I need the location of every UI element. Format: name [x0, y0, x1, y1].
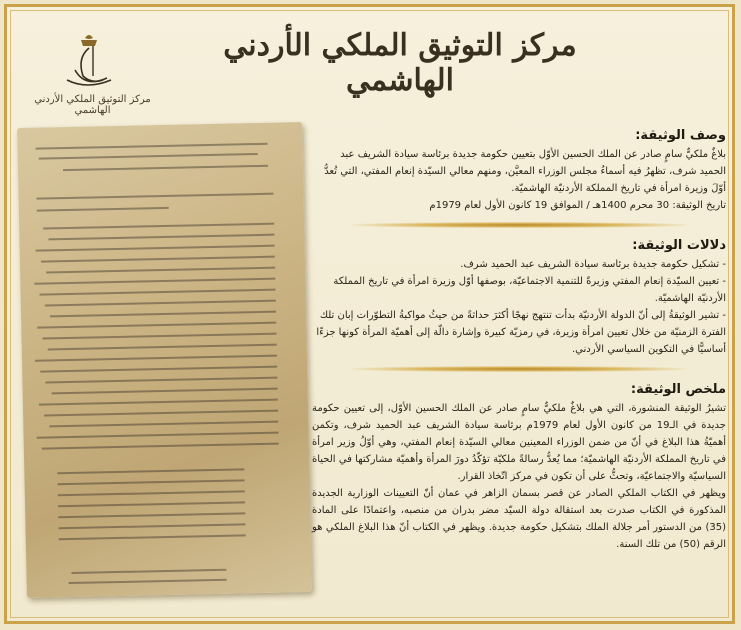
page-title: مركز التوثيق الملكي الأردني الهاشمي — [223, 28, 577, 98]
gold-divider — [352, 222, 686, 228]
document-text-line — [58, 523, 245, 529]
document-text-line — [46, 377, 278, 384]
description-heading: وصف الوثيقة: — [635, 128, 726, 143]
document-text-line — [49, 234, 275, 241]
document-text-line — [38, 399, 277, 406]
document-text-line — [39, 153, 258, 160]
document-text-line — [47, 267, 276, 274]
description-text: بلاغٌ ملكيٌّ سامٍ صادر عن الملك الحسين الأوّل بتعيين حكومة جديدة برئاسة سيادة الشريف عبد الحميد شرف، تظهرُ فيه أسماءُ مجلس الوزراء المعيَّن، ومنهم معالي السيّدة إنعام المفتي، التي تُعدُّ أوّلَ وزيرة امرأة في تاريخ المملكة الأردنيّة الهاشميّة. — [324, 149, 726, 194]
document-text-line — [37, 322, 276, 329]
document-text-line — [39, 289, 275, 296]
description-section — [312, 128, 726, 214]
document-info — [312, 128, 726, 553]
document-text-line — [50, 311, 276, 318]
gold-divider — [352, 366, 686, 372]
significance-heading: دلالات الوثيقة: — [632, 238, 726, 253]
document-text-line — [57, 468, 244, 474]
document-text-line — [40, 366, 277, 373]
significance-item: - تشير الوثيقةُ إلى أنّ الدولة الأردنيّة بدأت تنتهج نهجًا أكثرَ حداثةً من حيثُ مواكبةُ التطوّرات إبان تلك الفترة الزمنيّة من خلال تعيين امرأة وزيرة، في رمزيّة كبيرة وإشارة دالّة إلى أهميّة المرأة كونها جزءًا أساسيًّا في التكوين السياسي الأردني. — [316, 310, 726, 355]
document-text-line — [58, 512, 245, 518]
document-text-line — [59, 534, 246, 540]
significance-item: - تعيين السيّدة إنعام المفتي وزيرةً للتنمية الاجتماعيّة، بوصفها أوّل وزيرة امرأة في تاريخ المملكة الأردنيّة الهاشميّة. — [333, 276, 726, 304]
logo-subtitle: مركز التوثيق الملكي الأردني الهاشمي — [34, 94, 151, 116]
document-text-line — [35, 355, 277, 362]
document-text-line — [43, 223, 274, 230]
document-text-line — [41, 256, 275, 263]
historical-document-image — [17, 122, 312, 598]
summary-section — [312, 382, 726, 553]
document-text-line — [36, 245, 275, 252]
document-text-line — [36, 432, 278, 439]
summary-paragraph: ويظهر في الكتاب الملكي الصادر عن قصر بسمان الزاهر في عمان أنّ التعيينات الوزارية الجديدة المذكورة في الكتاب صدرت بعد استقالة دولة السيّد مضر بدران من منصبه، واعتمادًا على المادة (35) من الدستور أمر جلالة الملك بتشكيل حكومة جديدة. ويظهر في الكتاب أنّ هذا البلاغ الملكي هو الرقم (50) من تلك السنة. — [312, 488, 726, 550]
document-text-line — [44, 410, 278, 417]
document-text-line — [58, 479, 245, 485]
document-text-line — [42, 443, 279, 450]
document-text-line — [58, 501, 245, 507]
document-text-line — [43, 333, 277, 340]
document-text-line — [37, 193, 274, 200]
summary-paragraph: تشيرُ الوثيقة المنشورة، التي هي بلاغٌ ملكيٌّ سامٍ صادر عن الملك الحسين الأوّل، إلى تعيين حكومة جديدة في الـ19 من كانون الأول لعام 1979م برئاسة سيادة الشريف عبد الحميد شرف، وتكمن أهميّةُ هذا البلاغ في أنّ من ضمن الوزراء المعينين معالي السيّدة إنعام المفتي، وهي أوّلُ وزير امرأة في تاريخ المملكة الأردنيّة الهاشميّة؛ مما يُعدُّ رسالةً ملكيّة تؤكّدُ دورَ المرأة وأهميّة مشاركتها في الحياة السياسيّة والاجتماعيّة، وتحثُّ على أن تكون في مركز اتّخاذ القرار. — [312, 403, 726, 482]
document-text-line — [51, 388, 277, 395]
document-text-line — [63, 165, 268, 171]
document-date: تاريخ الوثيقة: 30 محرم 1400هـ / الموافق 19 كانون الأول لعام 1979م — [429, 200, 726, 211]
document-text-line — [36, 143, 268, 150]
document-text-line — [34, 278, 275, 285]
document-text-line — [58, 490, 245, 496]
document-text-line — [71, 569, 226, 574]
document-text-line — [49, 421, 278, 428]
significance-section — [312, 238, 726, 358]
crown-logo-icon — [55, 30, 125, 92]
significance-item: - تشكيل حكومة جديدة برئاسة سيادة الشريف عبد الحميد شرف. — [460, 259, 726, 270]
document-text-line — [37, 207, 169, 212]
document-text-line — [48, 344, 277, 351]
document-text-line — [69, 579, 227, 584]
document-text-line — [44, 300, 275, 307]
summary-heading: ملخص الوثيقة: — [630, 382, 726, 397]
